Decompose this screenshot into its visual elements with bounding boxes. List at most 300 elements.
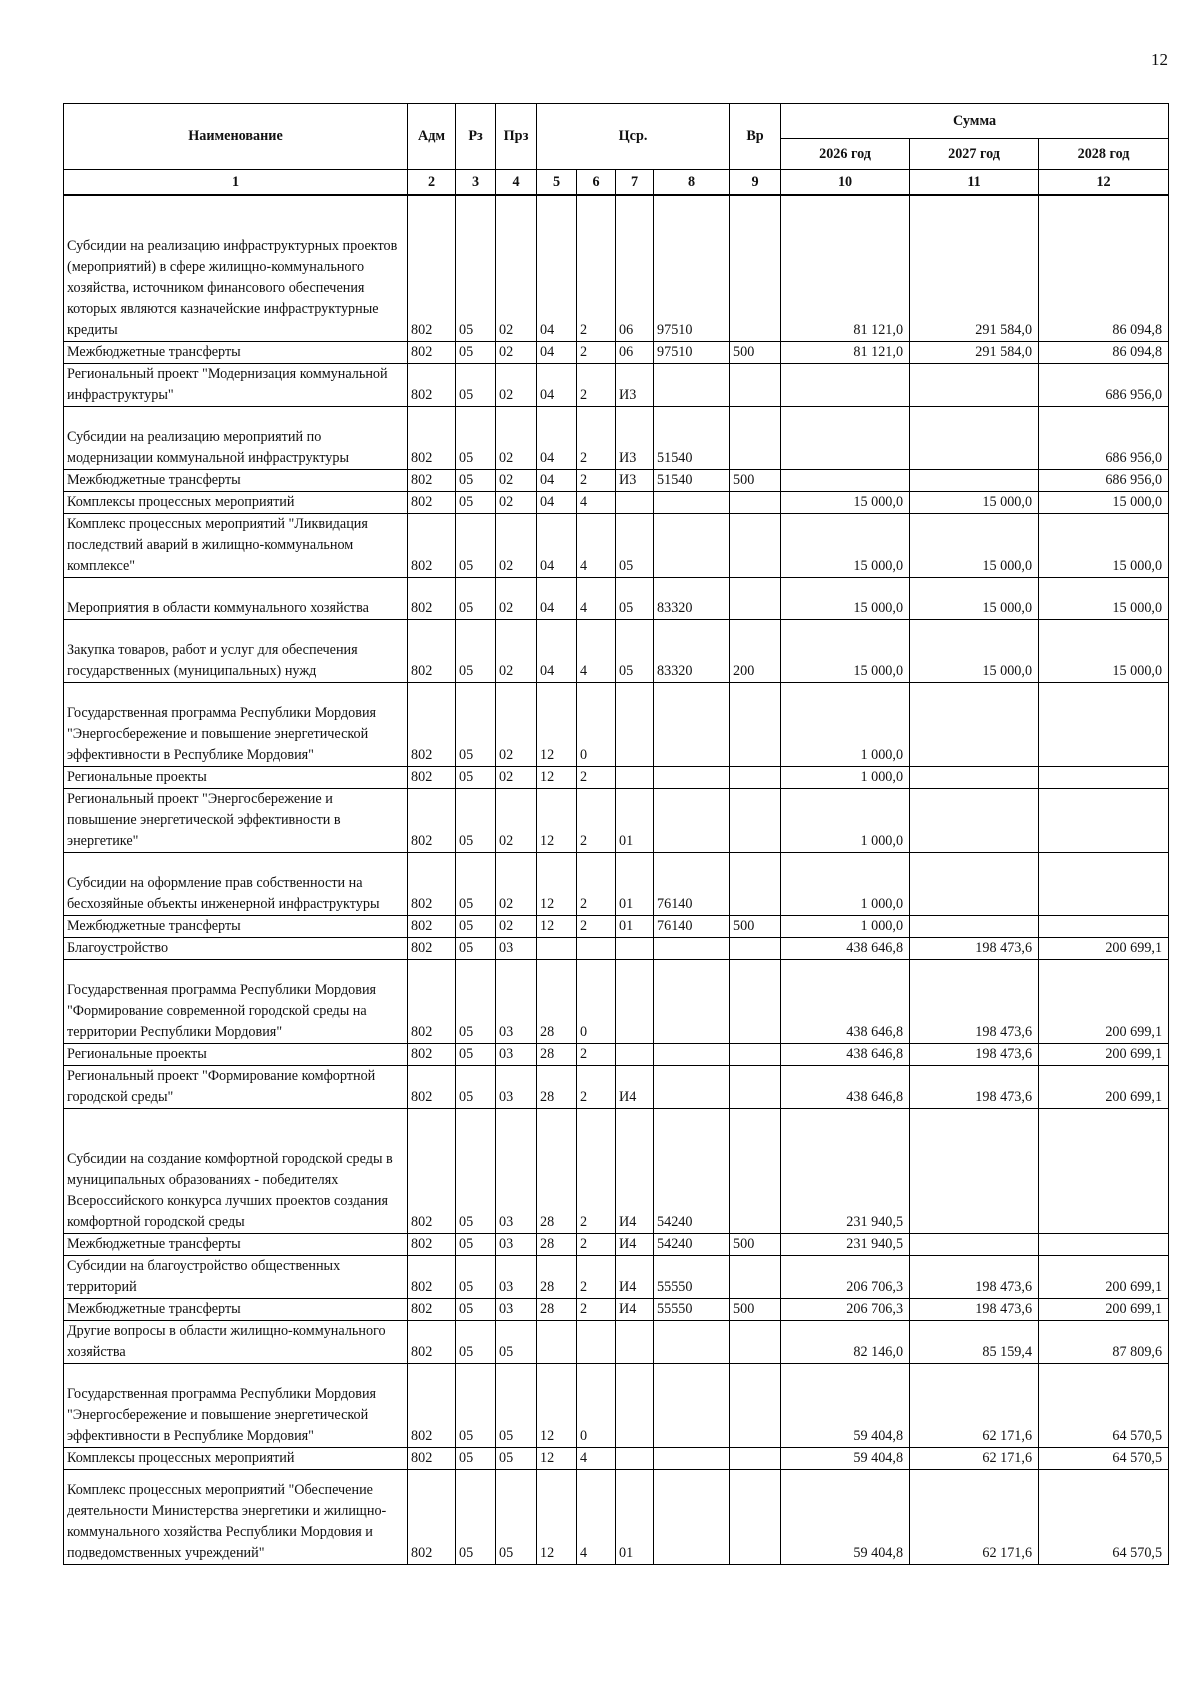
row-csr-6: 2	[577, 469, 616, 491]
row-prz: 05	[496, 1320, 537, 1363]
row-prz: 02	[496, 915, 537, 937]
row-prz: 02	[496, 619, 537, 682]
row-vr: 500	[730, 1298, 781, 1320]
row-vr	[730, 959, 781, 1043]
table-row	[64, 1255, 1169, 1298]
row-sum-2027: 291 584,0	[910, 341, 1039, 363]
row-csr-7: И4	[616, 1255, 654, 1298]
row-sum-2027: 15 000,0	[910, 513, 1039, 577]
row-vr: 500	[730, 341, 781, 363]
row-prz: 03	[496, 959, 537, 1043]
row-sum-2026: 1 000,0	[781, 682, 910, 766]
row-csr-5: 04	[537, 469, 577, 491]
row-sum-2026: 231 940,5	[781, 1108, 910, 1233]
row-csr-8: 54240	[654, 1108, 730, 1233]
row-name: Закупка товаров, работ и услуг для обеспечения государственных (муниципальных) нужд	[64, 619, 408, 682]
row-sum-2026: 206 706,3	[781, 1255, 910, 1298]
row-rz: 05	[456, 406, 496, 469]
row-vr: 500	[730, 469, 781, 491]
column-number: 3	[456, 170, 496, 196]
row-adm: 802	[408, 788, 456, 852]
row-csr-5	[537, 937, 577, 959]
table-row	[64, 1065, 1169, 1108]
row-vr: 200	[730, 619, 781, 682]
row-sum-2027: 198 473,6	[910, 1255, 1039, 1298]
row-csr-6: 4	[577, 513, 616, 577]
row-csr-7: 01	[616, 852, 654, 915]
column-number: 7	[616, 170, 654, 196]
row-vr	[730, 491, 781, 513]
row-adm: 802	[408, 766, 456, 788]
row-rz: 05	[456, 363, 496, 406]
row-prz: 03	[496, 1298, 537, 1320]
row-name: Региональные проекты	[64, 1043, 408, 1065]
row-rz: 05	[456, 469, 496, 491]
row-csr-8	[654, 682, 730, 766]
row-adm: 802	[408, 1233, 456, 1255]
row-csr-8: 76140	[654, 852, 730, 915]
page-number: 12	[1151, 50, 1168, 69]
row-adm: 802	[408, 341, 456, 363]
row-csr-7: 05	[616, 513, 654, 577]
row-prz: 03	[496, 1233, 537, 1255]
row-csr-6: 0	[577, 959, 616, 1043]
row-rz: 05	[456, 1065, 496, 1108]
row-rz: 05	[456, 788, 496, 852]
table-row	[64, 341, 1169, 363]
row-csr-7	[616, 682, 654, 766]
row-rz: 05	[456, 852, 496, 915]
row-csr-7	[616, 1363, 654, 1447]
row-rz: 05	[456, 1233, 496, 1255]
row-csr-5: 04	[537, 363, 577, 406]
row-name: Государственная программа Республики Мордовия "Энергосбережение и повышение энергетической эффективности в Республике Мордовия"	[64, 682, 408, 766]
row-sum-2026: 15 000,0	[781, 619, 910, 682]
row-adm: 802	[408, 1255, 456, 1298]
row-name: Субсидии на реализацию мероприятий по модернизации коммунальной инфраструктуры	[64, 406, 408, 469]
row-vr	[730, 513, 781, 577]
row-csr-5: 28	[537, 1298, 577, 1320]
row-csr-7: 01	[616, 788, 654, 852]
row-sum-2027	[910, 915, 1039, 937]
table-row	[64, 619, 1169, 682]
row-name: Субсидии на реализацию инфраструктурных проектов (мероприятий) в сфере жилищно-коммунального хозяйства, источником финансового обеспечения которых являются казначейские инфраструктурные кредиты	[64, 195, 408, 341]
row-sum-2028: 200 699,1	[1039, 1298, 1169, 1320]
row-sum-2027	[910, 1233, 1039, 1255]
row-csr-6: 4	[577, 491, 616, 513]
row-csr-7: И4	[616, 1233, 654, 1255]
row-name: Субсидии на оформление прав собственности на бесхозяйные объекты инженерной инфраструктуры	[64, 852, 408, 915]
row-sum-2028	[1039, 1233, 1169, 1255]
header-vr: Вр	[730, 104, 781, 170]
table-row	[64, 1363, 1169, 1447]
row-sum-2026: 82 146,0	[781, 1320, 910, 1363]
header-prz: Прз	[496, 104, 537, 170]
table-row	[64, 195, 1169, 341]
row-csr-5: 12	[537, 1447, 577, 1469]
row-adm: 802	[408, 577, 456, 619]
row-csr-6: 2	[577, 406, 616, 469]
row-csr-7	[616, 937, 654, 959]
row-sum-2027	[910, 788, 1039, 852]
row-rz: 05	[456, 1043, 496, 1065]
row-csr-8	[654, 491, 730, 513]
row-sum-2028	[1039, 852, 1169, 915]
row-sum-2027	[910, 469, 1039, 491]
row-csr-5: 12	[537, 788, 577, 852]
row-adm: 802	[408, 1298, 456, 1320]
column-number: 9	[730, 170, 781, 196]
row-sum-2028: 64 570,5	[1039, 1447, 1169, 1469]
row-rz: 05	[456, 1255, 496, 1298]
row-sum-2028: 200 699,1	[1039, 937, 1169, 959]
row-adm: 802	[408, 406, 456, 469]
row-prz: 02	[496, 195, 537, 341]
row-csr-7: И4	[616, 1298, 654, 1320]
row-name: Межбюджетные трансферты	[64, 469, 408, 491]
row-sum-2027: 85 159,4	[910, 1320, 1039, 1363]
row-csr-6: 2	[577, 852, 616, 915]
column-number: 12	[1039, 170, 1169, 196]
row-csr-5: 28	[537, 1043, 577, 1065]
row-adm: 802	[408, 1320, 456, 1363]
row-rz: 05	[456, 491, 496, 513]
row-csr-8: 83320	[654, 577, 730, 619]
row-csr-8	[654, 513, 730, 577]
row-csr-7: 01	[616, 1469, 654, 1564]
row-csr-8: 51540	[654, 406, 730, 469]
row-sum-2028	[1039, 1108, 1169, 1233]
row-name: Комплексы процессных мероприятий	[64, 491, 408, 513]
row-csr-6: 4	[577, 1447, 616, 1469]
row-vr	[730, 788, 781, 852]
row-csr-7: 01	[616, 915, 654, 937]
table-row	[64, 469, 1169, 491]
row-csr-7: 06	[616, 195, 654, 341]
row-vr	[730, 1469, 781, 1564]
row-csr-8: 55550	[654, 1255, 730, 1298]
row-rz: 05	[456, 619, 496, 682]
row-adm: 802	[408, 195, 456, 341]
row-sum-2026: 59 404,8	[781, 1363, 910, 1447]
row-sum-2027	[910, 1108, 1039, 1233]
row-csr-5: 28	[537, 1233, 577, 1255]
row-sum-2026: 59 404,8	[781, 1447, 910, 1469]
row-csr-8: 55550	[654, 1298, 730, 1320]
row-vr	[730, 1108, 781, 1233]
header-sum: Сумма	[781, 104, 1169, 139]
column-number: 1	[64, 170, 408, 196]
row-sum-2026: 81 121,0	[781, 195, 910, 341]
row-csr-6: 2	[577, 788, 616, 852]
row-name: Мероприятия в области коммунального хозяйства	[64, 577, 408, 619]
row-rz: 05	[456, 1108, 496, 1233]
row-prz: 02	[496, 766, 537, 788]
row-csr-8	[654, 1363, 730, 1447]
row-csr-5: 12	[537, 915, 577, 937]
row-sum-2027	[910, 766, 1039, 788]
row-csr-8: 51540	[654, 469, 730, 491]
table-row	[64, 406, 1169, 469]
row-vr	[730, 766, 781, 788]
row-csr-5: 12	[537, 682, 577, 766]
row-adm: 802	[408, 491, 456, 513]
row-csr-5: 28	[537, 1108, 577, 1233]
row-vr	[730, 682, 781, 766]
row-csr-8	[654, 1469, 730, 1564]
row-vr	[730, 363, 781, 406]
row-csr-8: 97510	[654, 195, 730, 341]
row-csr-8: 83320	[654, 619, 730, 682]
row-adm: 802	[408, 513, 456, 577]
row-csr-6: 2	[577, 1233, 616, 1255]
row-vr	[730, 1255, 781, 1298]
row-sum-2026: 438 646,8	[781, 959, 910, 1043]
row-csr-7	[616, 1043, 654, 1065]
row-csr-8	[654, 1447, 730, 1469]
row-sum-2026: 438 646,8	[781, 1043, 910, 1065]
row-sum-2026	[781, 469, 910, 491]
row-adm: 802	[408, 1363, 456, 1447]
row-rz: 05	[456, 1469, 496, 1564]
row-sum-2027	[910, 852, 1039, 915]
row-prz: 03	[496, 1255, 537, 1298]
row-csr-5: 04	[537, 577, 577, 619]
header-rz: Рз	[456, 104, 496, 170]
row-csr-7	[616, 959, 654, 1043]
row-rz: 05	[456, 577, 496, 619]
row-sum-2028: 64 570,5	[1039, 1363, 1169, 1447]
row-sum-2027: 291 584,0	[910, 195, 1039, 341]
row-name: Региональный проект "Формирование комфортной городской среды"	[64, 1065, 408, 1108]
row-csr-5: 28	[537, 1065, 577, 1108]
row-sum-2026: 81 121,0	[781, 341, 910, 363]
column-number: 6	[577, 170, 616, 196]
row-rz: 05	[456, 195, 496, 341]
row-sum-2027: 198 473,6	[910, 1043, 1039, 1065]
row-prz: 03	[496, 1065, 537, 1108]
row-csr-5: 12	[537, 766, 577, 788]
row-prz: 02	[496, 577, 537, 619]
row-csr-6: 2	[577, 341, 616, 363]
row-sum-2027: 15 000,0	[910, 577, 1039, 619]
row-vr	[730, 852, 781, 915]
row-csr-5: 04	[537, 195, 577, 341]
row-rz: 05	[456, 915, 496, 937]
table-row	[64, 577, 1169, 619]
column-number: 10	[781, 170, 910, 196]
column-numbers-row	[64, 170, 1169, 196]
row-prz: 02	[496, 469, 537, 491]
row-csr-7: И3	[616, 469, 654, 491]
row-sum-2028: 686 956,0	[1039, 469, 1169, 491]
row-sum-2028: 686 956,0	[1039, 363, 1169, 406]
row-prz: 02	[496, 341, 537, 363]
row-csr-6: 2	[577, 766, 616, 788]
row-sum-2028: 15 000,0	[1039, 619, 1169, 682]
row-prz: 02	[496, 406, 537, 469]
row-sum-2027	[910, 682, 1039, 766]
row-sum-2028: 64 570,5	[1039, 1469, 1169, 1564]
row-sum-2028: 86 094,8	[1039, 195, 1169, 341]
row-vr	[730, 195, 781, 341]
row-vr: 500	[730, 915, 781, 937]
row-csr-5: 12	[537, 1469, 577, 1564]
row-adm: 802	[408, 852, 456, 915]
row-csr-5: 28	[537, 959, 577, 1043]
row-prz: 02	[496, 363, 537, 406]
row-sum-2028: 200 699,1	[1039, 1255, 1169, 1298]
row-csr-8	[654, 1065, 730, 1108]
table-row	[64, 1320, 1169, 1363]
row-prz: 05	[496, 1447, 537, 1469]
row-adm: 802	[408, 619, 456, 682]
row-csr-6: 2	[577, 1065, 616, 1108]
row-rz: 05	[456, 1447, 496, 1469]
row-csr-6: 4	[577, 577, 616, 619]
row-prz: 05	[496, 1469, 537, 1564]
column-number: 2	[408, 170, 456, 196]
row-csr-8: 97510	[654, 341, 730, 363]
row-sum-2026: 438 646,8	[781, 1065, 910, 1108]
row-name: Межбюджетные трансферты	[64, 1233, 408, 1255]
row-csr-6: 2	[577, 1298, 616, 1320]
table-row	[64, 937, 1169, 959]
row-sum-2026	[781, 363, 910, 406]
row-vr	[730, 937, 781, 959]
row-name: Региональный проект "Энергосбережение и повышение энергетической эффективности в энергетике"	[64, 788, 408, 852]
row-adm: 802	[408, 1043, 456, 1065]
column-number: 5	[537, 170, 577, 196]
column-number: 11	[910, 170, 1039, 196]
row-name: Субсидии на благоустройство общественных территорий	[64, 1255, 408, 1298]
row-name: Региональные проекты	[64, 766, 408, 788]
table-row	[64, 1043, 1169, 1065]
row-name: Межбюджетные трансферты	[64, 1298, 408, 1320]
row-name: Региональный проект "Модернизация коммунальной инфраструктуры"	[64, 363, 408, 406]
table-row	[64, 1233, 1169, 1255]
row-vr	[730, 1043, 781, 1065]
row-csr-8	[654, 788, 730, 852]
row-sum-2027: 15 000,0	[910, 491, 1039, 513]
row-prz: 03	[496, 1043, 537, 1065]
row-csr-7: И4	[616, 1108, 654, 1233]
header-csr: Цср.	[537, 104, 730, 170]
row-rz: 05	[456, 937, 496, 959]
row-vr	[730, 1447, 781, 1469]
budget-table	[63, 103, 1169, 1565]
row-sum-2027: 15 000,0	[910, 619, 1039, 682]
row-sum-2026: 206 706,3	[781, 1298, 910, 1320]
row-csr-6: 2	[577, 363, 616, 406]
row-sum-2026: 59 404,8	[781, 1469, 910, 1564]
row-sum-2028	[1039, 682, 1169, 766]
header-name: Наименование	[64, 104, 408, 170]
row-prz: 02	[496, 513, 537, 577]
row-sum-2027: 198 473,6	[910, 1298, 1039, 1320]
row-prz: 03	[496, 937, 537, 959]
row-sum-2027: 62 171,6	[910, 1469, 1039, 1564]
row-rz: 05	[456, 959, 496, 1043]
row-rz: 05	[456, 341, 496, 363]
row-vr	[730, 406, 781, 469]
row-sum-2026: 1 000,0	[781, 915, 910, 937]
row-prz: 02	[496, 852, 537, 915]
row-sum-2028: 87 809,6	[1039, 1320, 1169, 1363]
row-vr: 500	[730, 1233, 781, 1255]
row-vr	[730, 577, 781, 619]
row-sum-2027	[910, 363, 1039, 406]
table-row	[64, 788, 1169, 852]
row-adm: 802	[408, 1065, 456, 1108]
row-rz: 05	[456, 766, 496, 788]
row-csr-5: 04	[537, 406, 577, 469]
row-csr-5: 28	[537, 1255, 577, 1298]
row-csr-6: 2	[577, 1043, 616, 1065]
row-csr-6: 4	[577, 619, 616, 682]
row-vr	[730, 1363, 781, 1447]
row-csr-5: 04	[537, 513, 577, 577]
row-vr	[730, 1320, 781, 1363]
row-adm: 802	[408, 1447, 456, 1469]
table-row	[64, 1447, 1169, 1469]
row-sum-2026	[781, 406, 910, 469]
header-year-2026: 2026 год	[781, 139, 910, 170]
row-adm: 802	[408, 959, 456, 1043]
row-rz: 05	[456, 513, 496, 577]
row-adm: 802	[408, 363, 456, 406]
table-row	[64, 682, 1169, 766]
row-csr-6: 2	[577, 195, 616, 341]
row-sum-2026: 15 000,0	[781, 513, 910, 577]
row-csr-6: 2	[577, 1108, 616, 1233]
row-sum-2026: 231 940,5	[781, 1233, 910, 1255]
row-sum-2026: 438 646,8	[781, 937, 910, 959]
row-prz: 03	[496, 1108, 537, 1233]
table-row	[64, 959, 1169, 1043]
header-adm: Адм	[408, 104, 456, 170]
row-name: Субсидии на создание комфортной городской среды в муниципальных образованиях - победителях Всероссийского конкурса лучших проектов создания комфортной городской среды	[64, 1108, 408, 1233]
row-csr-7: 05	[616, 577, 654, 619]
table-row	[64, 513, 1169, 577]
row-csr-7: И3	[616, 406, 654, 469]
row-name: Комплекс процессных мероприятий "Ликвидация последствий аварий в жилищно-коммунальном комплексе"	[64, 513, 408, 577]
table-body	[64, 195, 1169, 1564]
row-csr-6: 0	[577, 682, 616, 766]
row-adm: 802	[408, 1108, 456, 1233]
table-row	[64, 766, 1169, 788]
row-vr	[730, 1065, 781, 1108]
row-rz: 05	[456, 682, 496, 766]
row-sum-2028: 86 094,8	[1039, 341, 1169, 363]
row-sum-2028: 686 956,0	[1039, 406, 1169, 469]
row-name: Государственная программа Республики Мордовия "Формирование современной городской среды на территории Республики Мордовия"	[64, 959, 408, 1043]
row-sum-2028: 200 699,1	[1039, 1065, 1169, 1108]
row-adm: 802	[408, 469, 456, 491]
row-sum-2027	[910, 406, 1039, 469]
row-sum-2028: 15 000,0	[1039, 491, 1169, 513]
row-sum-2026: 1 000,0	[781, 852, 910, 915]
row-sum-2026: 1 000,0	[781, 788, 910, 852]
row-name: Благоустройство	[64, 937, 408, 959]
row-csr-7	[616, 1320, 654, 1363]
row-csr-5	[537, 1320, 577, 1363]
row-adm: 802	[408, 937, 456, 959]
table-row	[64, 852, 1169, 915]
row-sum-2026: 15 000,0	[781, 491, 910, 513]
row-name: Межбюджетные трансферты	[64, 341, 408, 363]
row-sum-2027: 198 473,6	[910, 937, 1039, 959]
